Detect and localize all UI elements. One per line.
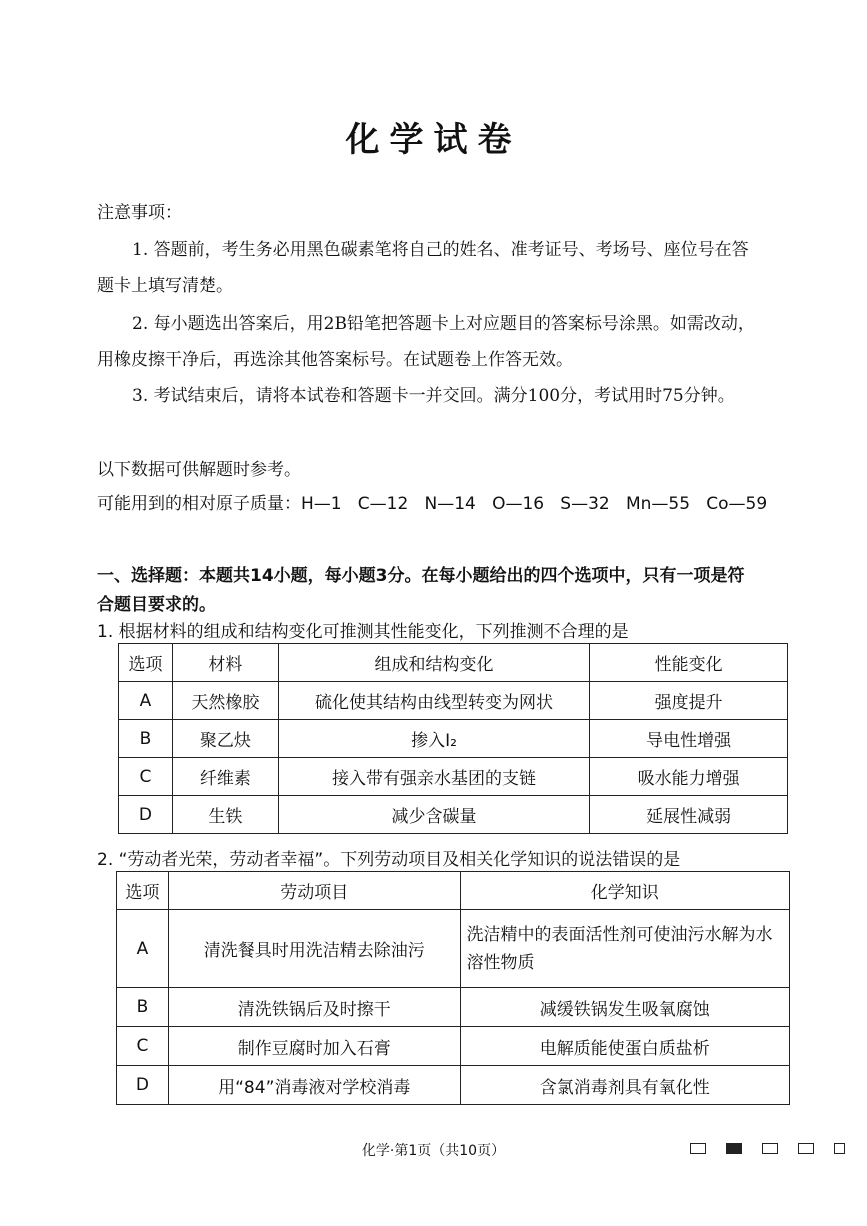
option-cell: B [117,988,169,1027]
q1-stem: 1. 根据材料的组成和结构变化可推测其性能变化，下列推测不合理的是 [97,622,629,642]
material-cell: 纤维素 [172,758,278,796]
table-row [117,910,790,988]
chemistry-knowledge-cell: 减缓铁锅发生吸氧腐蚀 [460,988,789,1027]
table-row [117,1027,790,1066]
table-row [119,682,788,720]
scan-mark [762,1143,778,1154]
option-cell: C [119,758,173,796]
section-1-line-1: 一、选择题：本题共14小题，每小题3分。在每小题给出的四个选项中，只有一项是符 [97,566,745,586]
scan-mark [798,1143,814,1154]
property-cell: 吸水能力增强 [590,758,788,796]
header-cell: 组成和结构变化 [278,644,589,682]
notice-item-2-line-2: 用橡皮擦干净后，再选涂其他答案标号。在试题卷上作答无效。 [97,350,573,370]
material-cell: 聚乙炔 [172,720,278,758]
property-cell: 延展性减弱 [590,796,788,834]
change-cell: 硫化使其结构由线型转变为网状 [278,682,589,720]
material-cell: 天然橡胶 [172,682,278,720]
atomic-masses: 可能用到的相对原子质量：H—1 C—12 N—14 O—16 S—32 Mn—55 Co—59 [97,494,768,514]
labor-item-cell: 用“84”消毒液对学校消毒 [168,1066,460,1105]
notice-item-1-line-2: 题卡上填写清楚。 [97,276,233,296]
section-1-line-2: 合题目要求的。 [97,595,216,615]
table-row [119,758,788,796]
table-header-row [119,644,788,682]
labor-item-cell: 制作豆腐时加入石膏 [168,1027,460,1066]
option-cell: D [119,796,173,834]
change-cell: 掺入I₂ [278,720,589,758]
chemistry-knowledge-cell: 洗洁精中的表面活性剂可使油污水解为水溶性物质 [460,910,789,988]
exam-title: 化学试卷 [345,120,522,160]
header-cell: 选项 [119,644,173,682]
change-cell: 减少含碳量 [278,796,589,834]
option-cell: A [119,682,173,720]
table-row [119,720,788,758]
notice-heading: 注意事项： [97,203,182,223]
option-cell: C [117,1027,169,1066]
header-cell: 选项 [117,872,169,910]
table-row [117,1066,790,1105]
notice-item-3: 3. 考试结束后，请将本试卷和答题卡一并交回。满分100分，考试用时75分钟。 [132,386,735,406]
property-cell: 强度提升 [590,682,788,720]
scan-mark [726,1143,742,1154]
q1-table [118,643,788,834]
header-cell: 材料 [172,644,278,682]
option-cell: D [117,1066,169,1105]
q2-table [116,871,790,1105]
scan-mark [690,1143,706,1154]
chemistry-knowledge-cell: 电解质能使蛋白质盐析 [460,1027,789,1066]
chemistry-knowledge-cell: 含氯消毒剂具有氧化性 [460,1066,789,1105]
page-footer: 化学·第1页（共10页） [361,1143,506,1159]
scan-mark [834,1143,845,1154]
labor-item-cell: 清洗铁锅后及时擦干 [168,988,460,1027]
table-row [119,796,788,834]
header-cell: 化学知识 [460,872,789,910]
notice-item-2-line-1: 2. 每小题选出答案后，用2B铅笔把答题卡上对应题目的答案标号涂黑。如需改动， [132,314,755,334]
option-cell: B [119,720,173,758]
notice-item-1-line-1: 1. 答题前，考生务必用黑色碳素笔将自己的姓名、准考证号、考场号、座位号在答 [132,240,749,260]
change-cell: 接入带有强亲水基团的支链 [278,758,589,796]
header-cell: 劳动项目 [168,872,460,910]
reference-intro: 以下数据可供解题时参考。 [97,460,301,480]
option-cell: A [117,910,169,988]
property-cell: 导电性增强 [590,720,788,758]
header-cell: 性能变化 [590,644,788,682]
table-row [117,988,790,1027]
q2-stem: 2. “劳动者光荣，劳动者幸福”。下列劳动项目及相关化学知识的说法错误的是 [97,850,681,870]
table-header-row [117,872,790,910]
labor-item-cell: 清洗餐具时用洗洁精去除油污 [168,910,460,988]
material-cell: 生铁 [172,796,278,834]
